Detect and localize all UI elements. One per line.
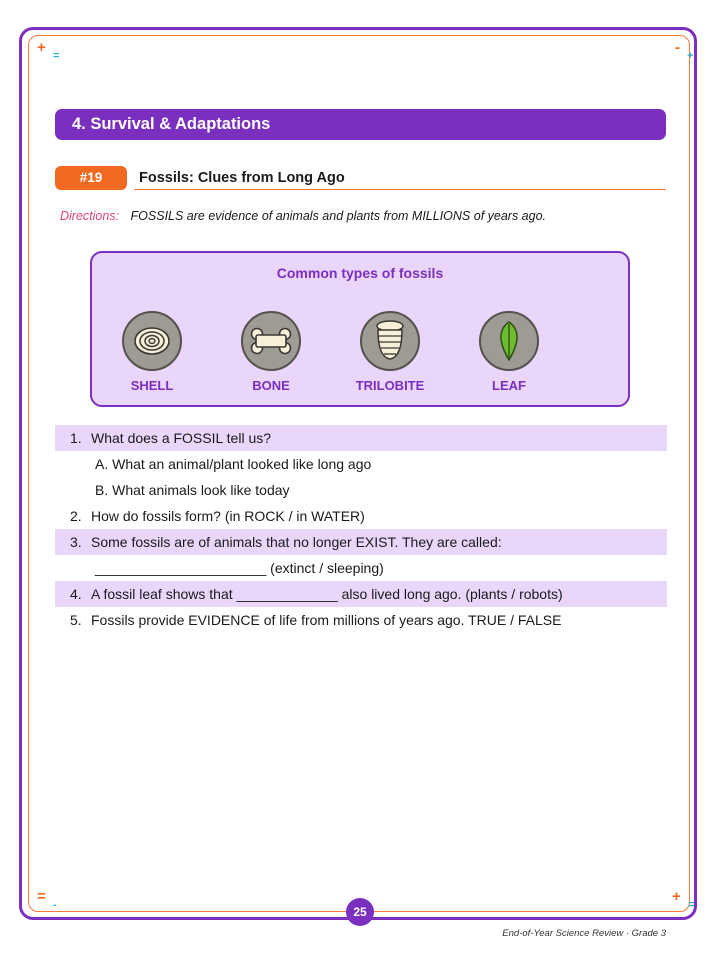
leaf-icon	[479, 311, 539, 371]
question-1	[55, 425, 667, 451]
fossil-panel-title: Common types of fossils	[276, 265, 444, 281]
fossil-label: LEAF	[492, 378, 526, 393]
fossil-label: BONE	[252, 378, 290, 393]
question-3	[55, 529, 667, 555]
question-number: 4.	[70, 586, 82, 602]
fossil-item-trilobite	[345, 311, 435, 393]
fossil-types-panel	[90, 251, 630, 407]
footer-text: End-of-Year Science Review · Grade 3	[502, 928, 666, 939]
fossil-item-bone	[226, 311, 316, 393]
corner-plus-bottom-icon: +	[672, 888, 681, 905]
fossil-label: SHELL	[130, 378, 174, 393]
fossil-item-leaf	[464, 311, 554, 393]
corner-equals-small-icon: =	[688, 899, 695, 911]
shell-icon	[122, 311, 182, 371]
corner-equals-icon: =	[53, 50, 60, 62]
question-2	[55, 503, 667, 529]
question-text: A fossil leaf shows that _____________ also lived long ago. (plants / robots)	[91, 586, 563, 602]
page-number: 25	[346, 898, 374, 926]
section-header: 4. Survival & Adaptations	[55, 109, 666, 140]
corner-plus-small-icon: +	[687, 50, 694, 62]
bone-icon	[241, 311, 301, 371]
answer-blank: ______________________ (extinct / sleeping)	[95, 560, 384, 576]
question-1-option-b	[55, 477, 667, 503]
question-text: What does a FOSSIL tell us?	[91, 430, 272, 446]
trilobite-icon	[360, 311, 420, 371]
question-list	[55, 425, 667, 633]
directions	[60, 209, 546, 223]
question-number: 3.	[70, 534, 82, 550]
corner-plus-icon: +	[37, 39, 46, 56]
question-number: 5.	[70, 612, 82, 628]
question-4	[55, 581, 667, 607]
corner-minus-icon: -	[675, 39, 680, 56]
question-text: Fossils provide EVIDENCE of life from millions of years ago. TRUE / FALSE	[91, 612, 562, 628]
question-number: 2.	[70, 508, 82, 524]
fossil-item-shell	[107, 311, 197, 393]
option-text: B. What animals look like today	[95, 482, 290, 498]
topic-divider	[134, 189, 666, 190]
directions-text: FOSSILS are evidence of animals and plants from MILLIONS of years ago.	[130, 209, 547, 223]
corner-minus-small-icon: -	[53, 899, 57, 911]
question-number: 1.	[70, 430, 82, 446]
corner-equals-bottom-icon: =	[37, 888, 46, 905]
question-text: Some fossils are of animals that no longer EXIST. They are called:	[91, 534, 502, 550]
option-text: A. What an animal/plant looked like long ago	[95, 456, 372, 472]
question-1-option-a	[55, 451, 667, 477]
topic-title: Fossils: Clues from Long Ago	[139, 170, 345, 186]
question-3-answer-line	[55, 555, 667, 581]
question-5	[55, 607, 667, 633]
directions-label: Directions:	[60, 209, 120, 223]
question-text: How do fossils form? (in ROCK / in WATER)	[91, 508, 365, 524]
fossil-label: TRILOBITE	[355, 378, 425, 393]
topic-number-badge: #19	[55, 166, 127, 190]
